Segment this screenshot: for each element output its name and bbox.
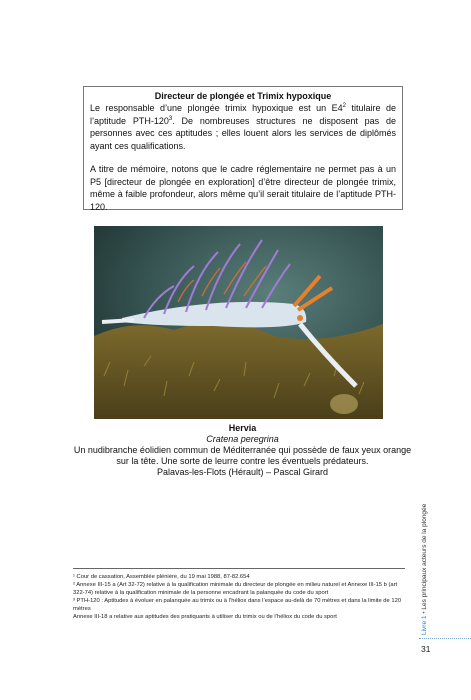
box-p1-part-b: titulaire de l’aptitude PTH-120 — [90, 103, 397, 126]
box-p1-part-c: . De nombreuses structures ne disposent pas de personnes avec ces aptitudes ; elles louent alors les services de diplômés ayant ces qualifications. — [90, 115, 396, 151]
caption-title: Hervia — [228, 423, 257, 433]
footnote-ref-3: 3 — [168, 115, 173, 122]
photo-caption — [70, 423, 415, 478]
side-chapter-label: Les principaux acteurs de la plongée — [421, 503, 428, 610]
box-paragraph-2: A titre de mémoire, notons que le cadre réglementaire ne permet pas à un P5 [directeur de plongée en exploration] d’être directeur de plongée trimix, même à faible profondeur, alors même qu’il serait titulaire de l’aptitude PTH-120. — [90, 164, 396, 212]
box-p1-part-a: Le responsable d’une plongée trimix hypoxique est un E4 — [90, 103, 343, 113]
side-book-label: Livre 1 — [421, 615, 428, 635]
footnote-1: ¹ Cour de cassation, Assemblée plénière, du 19 mai 1988, 87-82.654 — [73, 574, 250, 580]
footnote-3: ³ PTH-120 : Aptitudes à évoluer en palanquée au trimix ou à l’héliox dans l’espace au-delà de 70 mètres et dans la limite de 120 mètres — [73, 598, 402, 613]
info-box — [83, 86, 403, 210]
footnotes — [73, 573, 408, 622]
nudibranch-photo — [94, 226, 383, 419]
side-running-header — [419, 503, 431, 635]
page-number: 31 — [421, 644, 431, 654]
footnote-4: Annexe III-18 a relative aux aptitudes des pratiquants à utiliser du trimix ou de l’héliox du code du sport — [73, 614, 337, 621]
nudibranch-illustration — [94, 226, 383, 419]
caption-scientific-name: Cratena peregrina — [206, 434, 279, 444]
box-paragraph-1 — [90, 102, 396, 152]
footnote-ref-2: 2 — [342, 103, 346, 109]
caption-credit: Palavas-les-Flots (Hérault) – Pascal Girard — [156, 467, 329, 477]
side-separator: • — [421, 609, 428, 616]
dotted-divider — [419, 638, 471, 639]
footnote-2: ² Annexe III-15 a (Art 32-72) relative à la qualification minimale du directeur de plongée en milieu naturel et Annexe III-15 b (art 322-74) relative à la qualification minimale de la personne encadrant la palanquée du code du sport — [73, 582, 398, 597]
footnote-divider — [73, 568, 405, 569]
box-title: Directeur de plongée et Trimix hypoxique — [154, 91, 332, 101]
caption-description: Un nudibranche éolidien commun de Méditerranée qui possède de faux yeux orange sur la tête. Une sorte de leurre contre les éventuels prédateurs. — [73, 445, 412, 466]
